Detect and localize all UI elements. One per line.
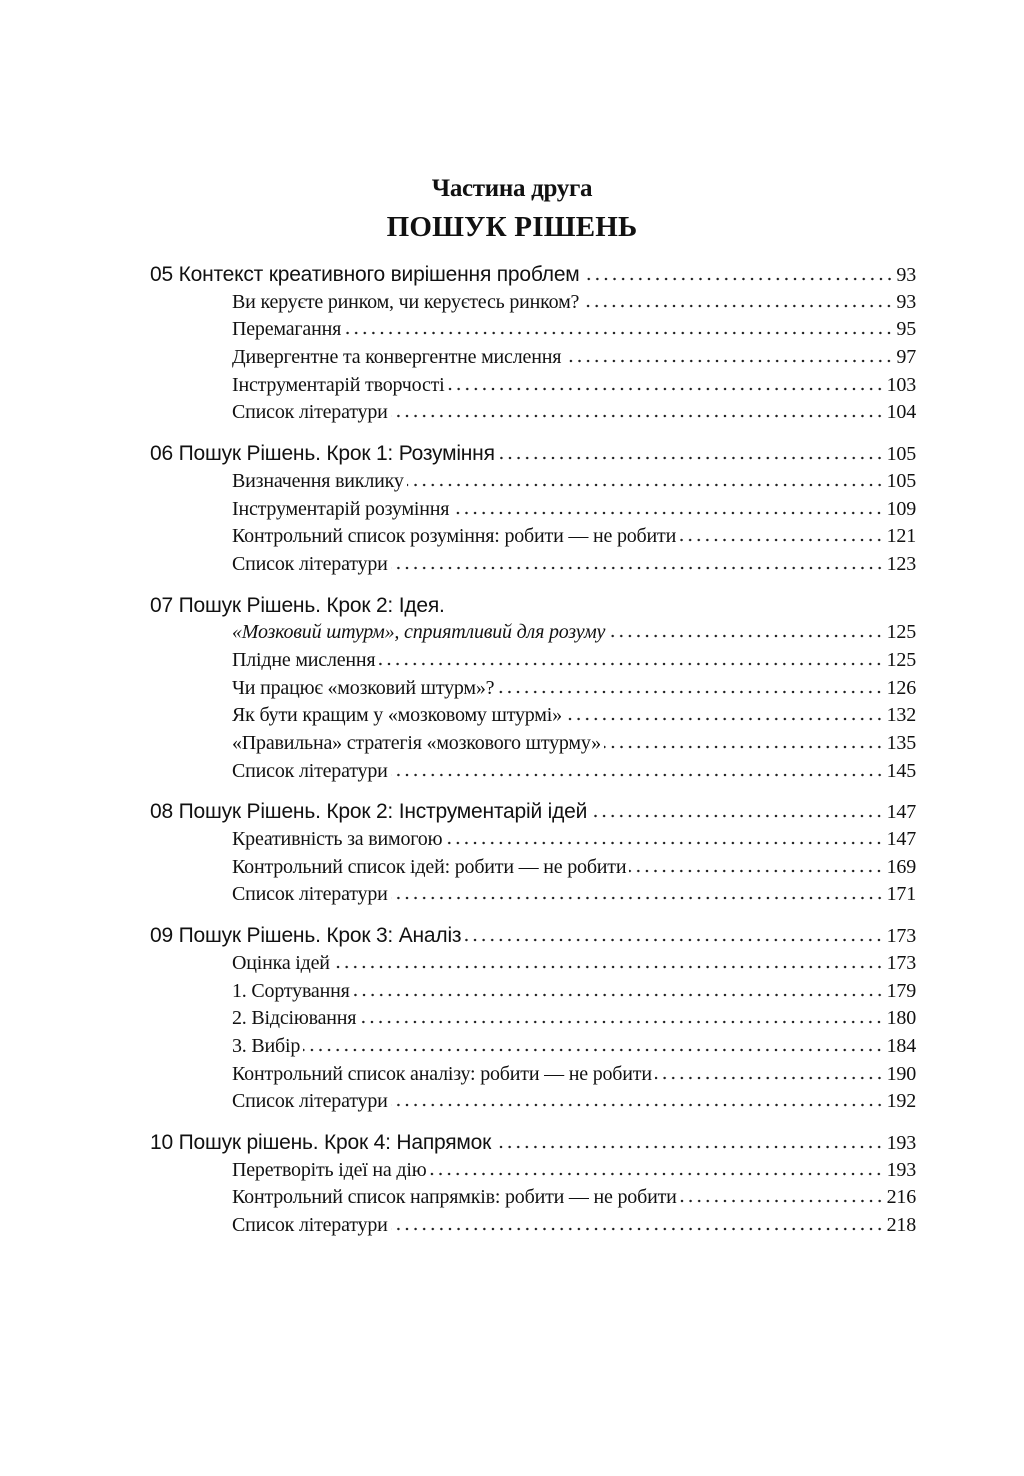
section-title: Контрольний список ідей: робити — не робити [232, 855, 627, 878]
dot-leader [378, 662, 883, 666]
chapter-title: 08 Пошук Рішень. Крок 2: Інструментарій ідей [150, 800, 588, 824]
toc-section-entry[interactable] [150, 551, 916, 579]
dot-leader [498, 456, 884, 460]
toc-section-entry[interactable] [150, 619, 916, 647]
toc-section-entry[interactable] [150, 950, 916, 978]
section-page-number: 125 [886, 648, 916, 671]
toc-chapter-entry[interactable] [150, 261, 916, 289]
dot-leader [391, 1103, 884, 1107]
dot-leader [679, 538, 884, 542]
toc-chapter-group [150, 440, 916, 578]
dot-leader [655, 1076, 884, 1080]
dot-leader [303, 1048, 883, 1052]
toc-chapter-entry[interactable] [150, 798, 916, 826]
dot-leader [445, 841, 883, 845]
toc-section-entry[interactable] [150, 496, 916, 524]
section-title: Інструментарій творчості [232, 373, 445, 396]
chapter-page-number: 105 [886, 443, 916, 466]
chapter-page-number: 173 [886, 925, 916, 948]
section-page-number: 121 [886, 525, 916, 548]
toc-section-entry[interactable] [150, 881, 916, 909]
section-page-number: 103 [886, 373, 916, 396]
chapter-title: 07 Пошук Рішень. Крок 2: Ідея. [150, 593, 445, 617]
section-title: Список літератури [232, 1090, 388, 1113]
dot-leader [608, 634, 883, 638]
toc-section-entry[interactable] [150, 758, 916, 786]
section-page-number: 147 [886, 828, 916, 851]
section-title: Контрольний список аналізу: робити — не робити [232, 1062, 652, 1085]
toc-section-entry[interactable] [150, 289, 916, 317]
toc-chapter-entry[interactable] [150, 1129, 916, 1157]
section-title: Список літератури [232, 759, 388, 782]
section-page-number: 169 [886, 855, 916, 878]
section-title: Плідне мислення [232, 648, 376, 671]
dot-leader [429, 1172, 883, 1176]
section-page-number: 145 [886, 759, 916, 782]
toc-section-entry[interactable] [150, 399, 916, 427]
dot-leader [565, 717, 884, 721]
section-title: Як бути кращим у «мозковому штурмі» [232, 704, 562, 727]
toc-section-entry[interactable] [150, 1061, 916, 1089]
section-page-number: 125 [886, 621, 916, 644]
section-page-number: 126 [886, 676, 916, 699]
section-page-number: 123 [886, 552, 916, 575]
toc-chapter-entry[interactable] [150, 440, 916, 468]
toc-section-entry[interactable] [150, 1184, 916, 1212]
section-title: Інструментарій розуміння [232, 497, 450, 520]
section-title: Ви керуєте ринком, чи керуєтесь ринком? [232, 290, 580, 313]
toc-chapter-group [150, 1129, 916, 1240]
dot-leader [359, 1020, 883, 1024]
toc-section-entry[interactable] [150, 1005, 916, 1033]
dot-leader [344, 331, 893, 335]
section-page-number: 180 [886, 1007, 916, 1030]
section-page-number: 104 [886, 401, 916, 424]
part-title: ПОШУК РІШЕНЬ [386, 211, 638, 243]
section-title: «Правильна» стратегія «мозкового штурму» [232, 732, 601, 754]
section-page-number: 109 [886, 497, 916, 520]
toc-section-entry[interactable] [150, 826, 916, 854]
dot-leader [497, 690, 883, 694]
section-page-number: 93 [896, 290, 916, 313]
toc-chapter-group [150, 592, 916, 786]
section-title: 1. Сортування [232, 979, 350, 1002]
dot-leader [391, 566, 884, 570]
dot-leader [407, 483, 884, 487]
section-title: Список літератури [232, 1214, 388, 1236]
section-page-number: 179 [886, 979, 916, 1002]
chapter-page-number: 147 [886, 801, 916, 824]
section-title: Дивергентне та конвергентне мислення [232, 346, 562, 369]
dot-leader [452, 511, 883, 515]
toc-section-entry[interactable] [150, 316, 916, 344]
dot-leader [494, 1145, 883, 1149]
dot-leader [391, 1227, 884, 1231]
section-title: Список літератури [232, 552, 388, 575]
dot-leader [464, 938, 883, 942]
section-title: Контрольний список напрямків: робити — не робити [232, 1186, 677, 1209]
dot-leader [680, 1199, 884, 1203]
toc-section-entry[interactable] [150, 730, 916, 758]
dot-leader [604, 745, 884, 749]
dot-leader [448, 387, 884, 391]
chapter-title: 05 Контекст креативного вирішення проблем [150, 263, 580, 286]
section-title: Оцінка ідей [232, 951, 330, 974]
toc-section-entry[interactable] [150, 1157, 916, 1185]
toc-section-entry[interactable] [150, 702, 916, 730]
toc-chapter-entry[interactable] [150, 592, 916, 620]
section-title: Список літератури [232, 401, 388, 424]
section-title: Перетворіть ідеї на дію [232, 1158, 427, 1181]
toc-section-entry[interactable] [150, 523, 916, 551]
section-page-number: 171 [886, 883, 916, 906]
chapter-title: 10 Пошук рішень. Крок 4: Напрямок [150, 1130, 492, 1154]
dot-leader [353, 993, 884, 997]
section-title: «Мозковий штурм», сприятливий для розуму [232, 621, 606, 644]
toc-section-entry[interactable] [150, 468, 916, 496]
dot-leader [582, 304, 893, 308]
section-page-number: 190 [886, 1062, 916, 1085]
section-page-number: 216 [886, 1186, 916, 1209]
section-page-number: 218 [886, 1214, 916, 1236]
section-title: Креативність за вимогою [232, 828, 443, 851]
toc-chapter-entry[interactable] [150, 922, 916, 950]
toc-section-entry[interactable] [150, 978, 916, 1006]
dot-leader [391, 896, 884, 900]
toc-chapter-group [150, 922, 916, 1116]
section-title: 3. Вибір [232, 1034, 301, 1057]
dot-leader [590, 814, 883, 818]
section-page-number: 173 [886, 951, 916, 974]
part-label: Частина друга [431, 175, 593, 202]
toc-section-entry[interactable] [150, 372, 916, 400]
section-page-number: 105 [886, 469, 916, 492]
toc-section-entry[interactable] [150, 1033, 916, 1061]
chapter-title: 06 Пошук Рішень. Крок 1: Розуміння [150, 442, 495, 466]
toc-section-entry[interactable] [150, 344, 916, 372]
chapter-page-number: 93 [896, 264, 916, 286]
section-title: Визначення виклику [232, 469, 404, 492]
chapter-title: 09 Пошук Рішень. Крок 3: Аналіз [150, 924, 462, 948]
dot-leader [391, 414, 884, 418]
toc-section-entry[interactable] [150, 647, 916, 675]
dot-leader [333, 965, 884, 969]
section-page-number: 97 [896, 346, 916, 369]
chapter-page-number: 193 [886, 1131, 916, 1154]
toc-section-entry[interactable] [150, 675, 916, 703]
section-title: Контрольний список розуміння: робити — не робити [232, 525, 677, 548]
section-page-number: 192 [886, 1090, 916, 1113]
dot-leader [629, 869, 883, 873]
section-page-number: 135 [886, 732, 916, 754]
section-title: Чи працює «мозковий штурм»? [232, 676, 495, 699]
toc-chapter-group [150, 261, 916, 427]
section-title: Перемагання [232, 318, 342, 341]
dot-leader [583, 277, 894, 281]
section-title: 2. Відсіювання [232, 1007, 357, 1030]
toc-chapter-group [150, 798, 916, 909]
section-title: Список літератури [232, 883, 388, 906]
section-page-number: 184 [886, 1034, 916, 1057]
toc-section-entry[interactable] [150, 854, 916, 882]
section-page-number: 132 [886, 704, 916, 727]
dot-leader [391, 773, 884, 777]
table-of-contents [150, 261, 916, 1253]
toc-section-entry[interactable] [150, 1212, 916, 1240]
section-page-number: 193 [886, 1158, 916, 1181]
section-page-number: 95 [896, 318, 916, 341]
toc-section-entry[interactable] [150, 1088, 916, 1116]
dot-leader [564, 359, 893, 363]
